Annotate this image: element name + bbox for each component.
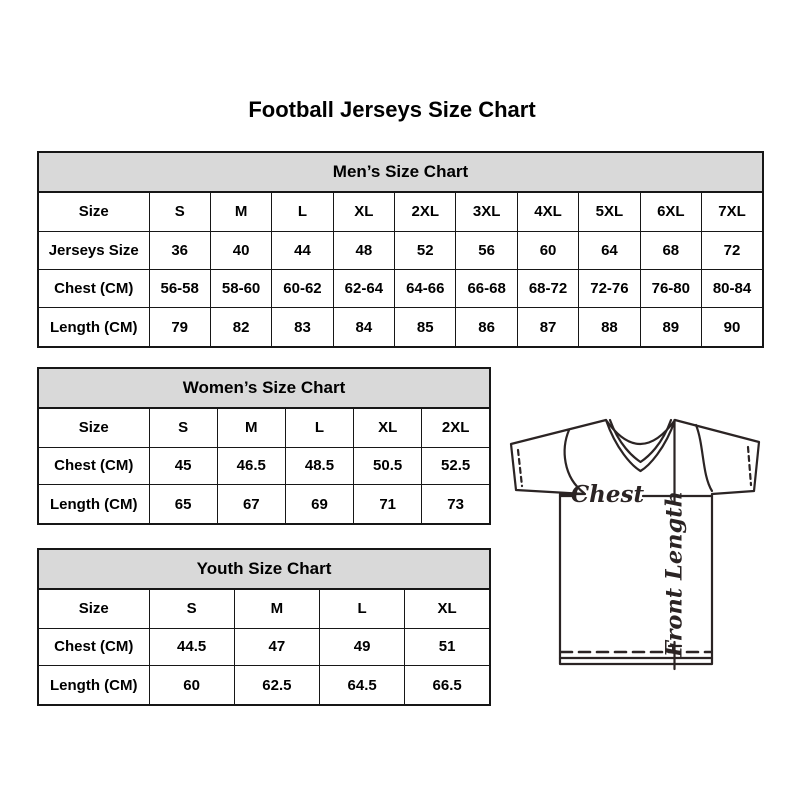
row-label-cell: Length (CM) — [38, 666, 149, 705]
value-cell: 84 — [333, 308, 394, 347]
table-title: Men’s Size Chart — [38, 152, 763, 192]
value-cell: M — [210, 192, 271, 231]
value-cell: 69 — [285, 485, 353, 524]
value-cell: 72 — [702, 231, 763, 269]
table-row — [38, 628, 490, 666]
value-cell: 40 — [210, 231, 271, 269]
table-row — [38, 408, 490, 447]
value-cell: XL — [354, 408, 422, 447]
value-cell: 68-72 — [517, 269, 578, 307]
table-row — [38, 447, 490, 485]
value-cell: 65 — [149, 485, 217, 524]
row-label-cell: Chest (CM) — [38, 447, 149, 485]
value-cell: 44 — [272, 231, 333, 269]
value-cell: 85 — [395, 308, 456, 347]
value-cell: 64 — [579, 231, 640, 269]
value-cell: 46.5 — [217, 447, 285, 485]
value-cell: 67 — [217, 485, 285, 524]
row-label-cell: Size — [38, 589, 149, 628]
value-cell: XL — [405, 589, 490, 628]
value-cell: 50.5 — [354, 447, 422, 485]
value-cell: 71 — [354, 485, 422, 524]
value-cell: 90 — [702, 308, 763, 347]
row-label-cell: Chest (CM) — [38, 269, 149, 307]
value-cell: 87 — [517, 308, 578, 347]
value-cell: 2XL — [422, 408, 490, 447]
value-cell: 58-60 — [210, 269, 271, 307]
table-row — [38, 308, 763, 347]
value-cell: L — [320, 589, 405, 628]
value-cell: 48.5 — [285, 447, 353, 485]
page-title: Football Jerseys Size Chart — [248, 97, 536, 122]
value-cell: 3XL — [456, 192, 517, 231]
value-cell: 48 — [333, 231, 394, 269]
table-row — [38, 192, 763, 231]
value-cell: S — [149, 589, 234, 628]
value-cell: 49 — [320, 628, 405, 666]
table-title: Women’s Size Chart — [38, 368, 490, 408]
row-label-cell: Size — [38, 192, 149, 231]
value-cell: 52.5 — [422, 447, 490, 485]
value-cell: 47 — [234, 628, 319, 666]
value-cell: 80-84 — [702, 269, 763, 307]
row-label-cell: Jerseys Size — [38, 231, 149, 269]
table-title: Youth Size Chart — [38, 549, 490, 589]
youth-size-chart — [37, 548, 491, 706]
value-cell: 45 — [149, 447, 217, 485]
value-cell: 60-62 — [272, 269, 333, 307]
value-cell: 6XL — [640, 192, 701, 231]
value-cell: 60 — [149, 666, 234, 705]
value-cell: 73 — [422, 485, 490, 524]
value-cell: 44.5 — [149, 628, 234, 666]
value-cell: 86 — [456, 308, 517, 347]
table-row — [38, 231, 763, 269]
value-cell: 2XL — [395, 192, 456, 231]
table-row — [38, 485, 490, 524]
value-cell: 68 — [640, 231, 701, 269]
value-cell: 66.5 — [405, 666, 490, 705]
value-cell: 52 — [395, 231, 456, 269]
value-cell: L — [272, 192, 333, 231]
value-cell: 7XL — [702, 192, 763, 231]
value-cell: 62-64 — [333, 269, 394, 307]
value-cell: 89 — [640, 308, 701, 347]
value-cell: 56 — [456, 231, 517, 269]
value-cell: 82 — [210, 308, 271, 347]
value-cell: 72-76 — [579, 269, 640, 307]
table-row — [38, 666, 490, 705]
value-cell: 4XL — [517, 192, 578, 231]
value-cell: S — [149, 192, 210, 231]
value-cell: 36 — [149, 231, 210, 269]
value-cell: 66-68 — [456, 269, 517, 307]
value-cell: 5XL — [579, 192, 640, 231]
value-cell: 76-80 — [640, 269, 701, 307]
value-cell: 51 — [405, 628, 490, 666]
value-cell: M — [217, 408, 285, 447]
jersey-measurement-diagram — [503, 403, 795, 705]
chest-label: Chest — [570, 481, 645, 508]
value-cell: 64-66 — [395, 269, 456, 307]
value-cell: 62.5 — [234, 666, 319, 705]
table-row — [38, 589, 490, 628]
table-row — [38, 269, 763, 307]
value-cell: S — [149, 408, 217, 447]
value-cell: M — [234, 589, 319, 628]
value-cell: 88 — [579, 308, 640, 347]
value-cell: XL — [333, 192, 394, 231]
value-cell: 79 — [149, 308, 210, 347]
value-cell: 56-58 — [149, 269, 210, 307]
row-label-cell: Length (CM) — [38, 485, 149, 524]
row-label-cell: Length (CM) — [38, 308, 149, 347]
row-label-cell: Chest (CM) — [38, 628, 149, 666]
womens-size-chart-table — [37, 367, 491, 525]
row-label-cell: Size — [38, 408, 149, 447]
jersey-icon — [503, 403, 795, 705]
value-cell: 60 — [517, 231, 578, 269]
value-cell: 64.5 — [320, 666, 405, 705]
womens-size-chart — [37, 367, 491, 525]
value-cell: L — [285, 408, 353, 447]
value-cell: 83 — [272, 308, 333, 347]
mens-size-chart — [37, 151, 764, 348]
mens-size-chart-table — [37, 151, 764, 348]
youth-size-chart-table — [37, 548, 491, 706]
front-length-label: Front Length — [661, 490, 688, 658]
